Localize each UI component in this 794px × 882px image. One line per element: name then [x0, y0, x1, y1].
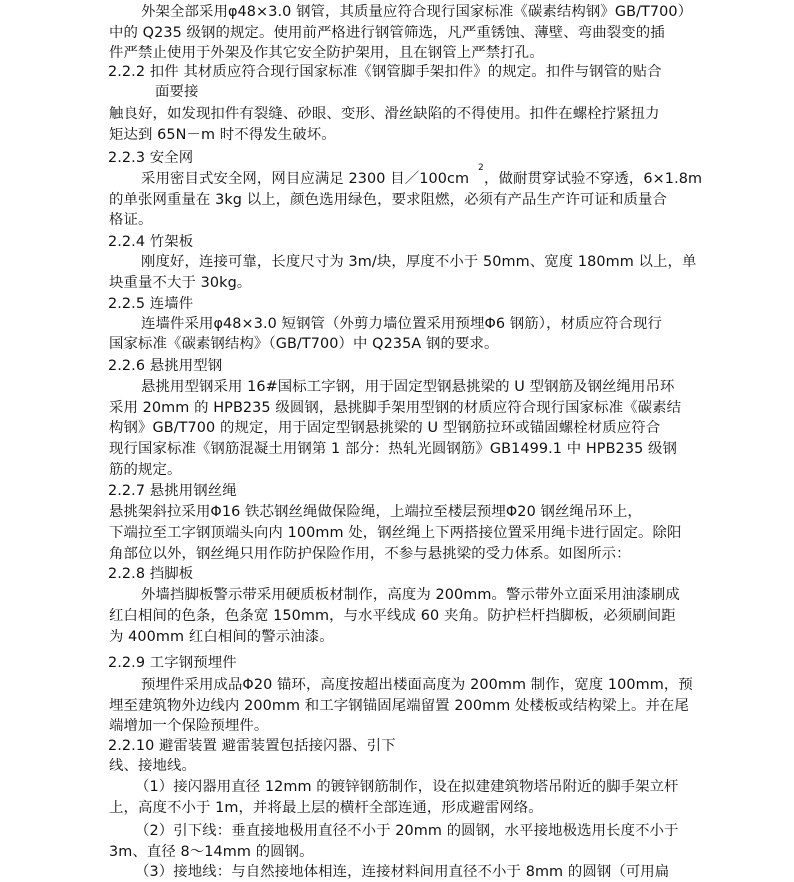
section-heading: 2.2.10 避雷装置 避雷装置包括接闪器、引下 [108, 738, 396, 754]
text-line: 上，高度不小于 1m，并将最上层的横杆全部连通，形成避雷网络。 [109, 800, 543, 816]
text-line: 外墙挡脚板警示带采用硬质板材制作，高度为 200mm。警示带外立面采用油漆刷成 [141, 587, 680, 603]
section-heading: 2.2.8 挡脚板 [108, 566, 194, 582]
superscript: 2 [478, 163, 484, 173]
text-line: 刚度好，连接可靠，长度尺寸为 3m/块，厚度不小于 50mm、宽度 180mm 以上，单 [141, 254, 697, 270]
section-heading: 2.2.2 扣件 其材质应符合现行国家标准《钢管脚手架扣件》的规定。扣件与钢管的贴合 [108, 64, 662, 80]
section-heading: 2.2.6 悬挑用型钢 [108, 358, 223, 374]
text-line: 3m、直径 8～14mm 的圆钢。 [109, 844, 314, 860]
text-line: 件严禁止使用于外架及作其它安全防护架用，且在钢管上严禁打孔。 [109, 45, 544, 61]
text-line: 下端拉至工字钢顶端头向内 100mm 处，钢丝绳上下两搭接位置采用绳卡进行固定。除阳 [109, 525, 682, 541]
text-line: 红白相间的色条，色条宽 150mm，与水平线成 60 夹角。防护栏杆挡脚板，必须刷间距 [109, 608, 676, 624]
text-line: 悬挑架斜拉采用Φ16 铁芯钢丝绳做保险绳，上端拉至楼层预埋Φ20 钢丝绳吊环上， [109, 504, 642, 520]
text-line: 格证。 [109, 212, 153, 228]
text-line: 中的 Q235 级钢的规定。使用前严格进行钢管筛选，凡严重锈蚀、薄壁、弯曲裂变的插 [109, 25, 665, 41]
text-line: 悬挑用型钢采用 16#国标工字钢，用于固定型钢悬挑梁的 U 型钢筋及钢丝绳用吊环 [141, 379, 675, 395]
text-line: ，做耐贯穿试验不穿透，6×1.8m [484, 171, 703, 187]
section-heading: 2.2.5 连墙件 [108, 296, 194, 312]
list-item: （3）接地线：与自然接地体相连，连接材料间用直径不小于 8mm 的圆钢（可用扁 [135, 864, 670, 880]
text-line: 筋的规定。 [109, 462, 182, 478]
text-line: 现行国家标准《钢筋混凝土用钢第 1 部分：热轧光圆钢筋》GB1499.1 中 HPB235 级钢 [109, 441, 677, 457]
list-item: （1）接闪器用直径 12mm 的镀锌钢筋制作，设在拟建建筑物塔吊附近的脚手架立杆 [135, 779, 679, 795]
section-heading: 2.2.4 竹架板 [108, 234, 194, 250]
section-heading: 2.2.9 工字钢预埋件 [108, 655, 237, 671]
text-line: 块重量不大于 30kg。 [109, 275, 252, 291]
text-line: 端增加一个保险预埋件。 [109, 718, 269, 734]
text-line: 角部位以外，钢丝绳只用作防护保险作用，不参与悬挑梁的受力体系。如图所示： [109, 546, 631, 562]
text-line: 连墙件采用φ48×3.0 短钢管（外剪力墙位置采用预埋Φ6 钢筋），材质应符合现行 [141, 316, 663, 332]
section-heading: 2.2.3 安全网 [108, 150, 194, 166]
text-line: 埋至建筑物外边线内 200mm 和工字钢锚固尾端留置 200mm 处楼板或结构梁上。并在尾 [109, 698, 689, 714]
text-line: 矩达到 65N－m 时不得发生破坏。 [109, 127, 336, 143]
text-line: 为 400mm 红白相间的警示油漆。 [109, 629, 334, 645]
text-line: 外架全部采用φ48×3.0 钢管，其质量应符合现行国家标准《碳素结构钢》GB/T700） [141, 4, 693, 20]
text-line: 采用 20mm 的 HPB235 级圆钢，悬挑脚手架用型钢的材质应符合现行国家标准《碳素结 [109, 400, 682, 416]
text-line: 的单张网重量在 3kg 以上，颜色选用绿色，要求阻燃，必须有产品生产许可证和质量合 [109, 192, 667, 208]
text-line: 面要接 [155, 84, 199, 100]
list-item: （2）引下线：垂直接地极用直径不小于 20mm 的圆钢，水平接地极选用长度不小于 [135, 823, 679, 839]
text-line: 国家标准《碳素钢结构》（GB/T700）中 Q235A 钢的要求。 [109, 336, 499, 352]
text-line: 构钢》GB/T700 的规定，用于固定型钢悬挑梁的 U 型钢筋拉环或锚固螺栓材质应符合 [109, 420, 661, 436]
section-heading: 2.2.7 悬挑用钢丝绳 [108, 483, 237, 499]
text-line: 线、接地线。 [109, 758, 196, 774]
text-line: 触良好，如发现扣件有裂缝、砂眼、变形、滑丝缺陷的不得使用。扣件在螺栓拧紧扭力 [109, 106, 660, 122]
text-line: 采用密目式安全网，网目应满足 2300 目／100cm [141, 171, 470, 187]
text-line: 预埋件采用成品Φ20 锚环，高度按超出楼面高度为 200mm 制作，宽度 100mm，预 [141, 677, 693, 693]
